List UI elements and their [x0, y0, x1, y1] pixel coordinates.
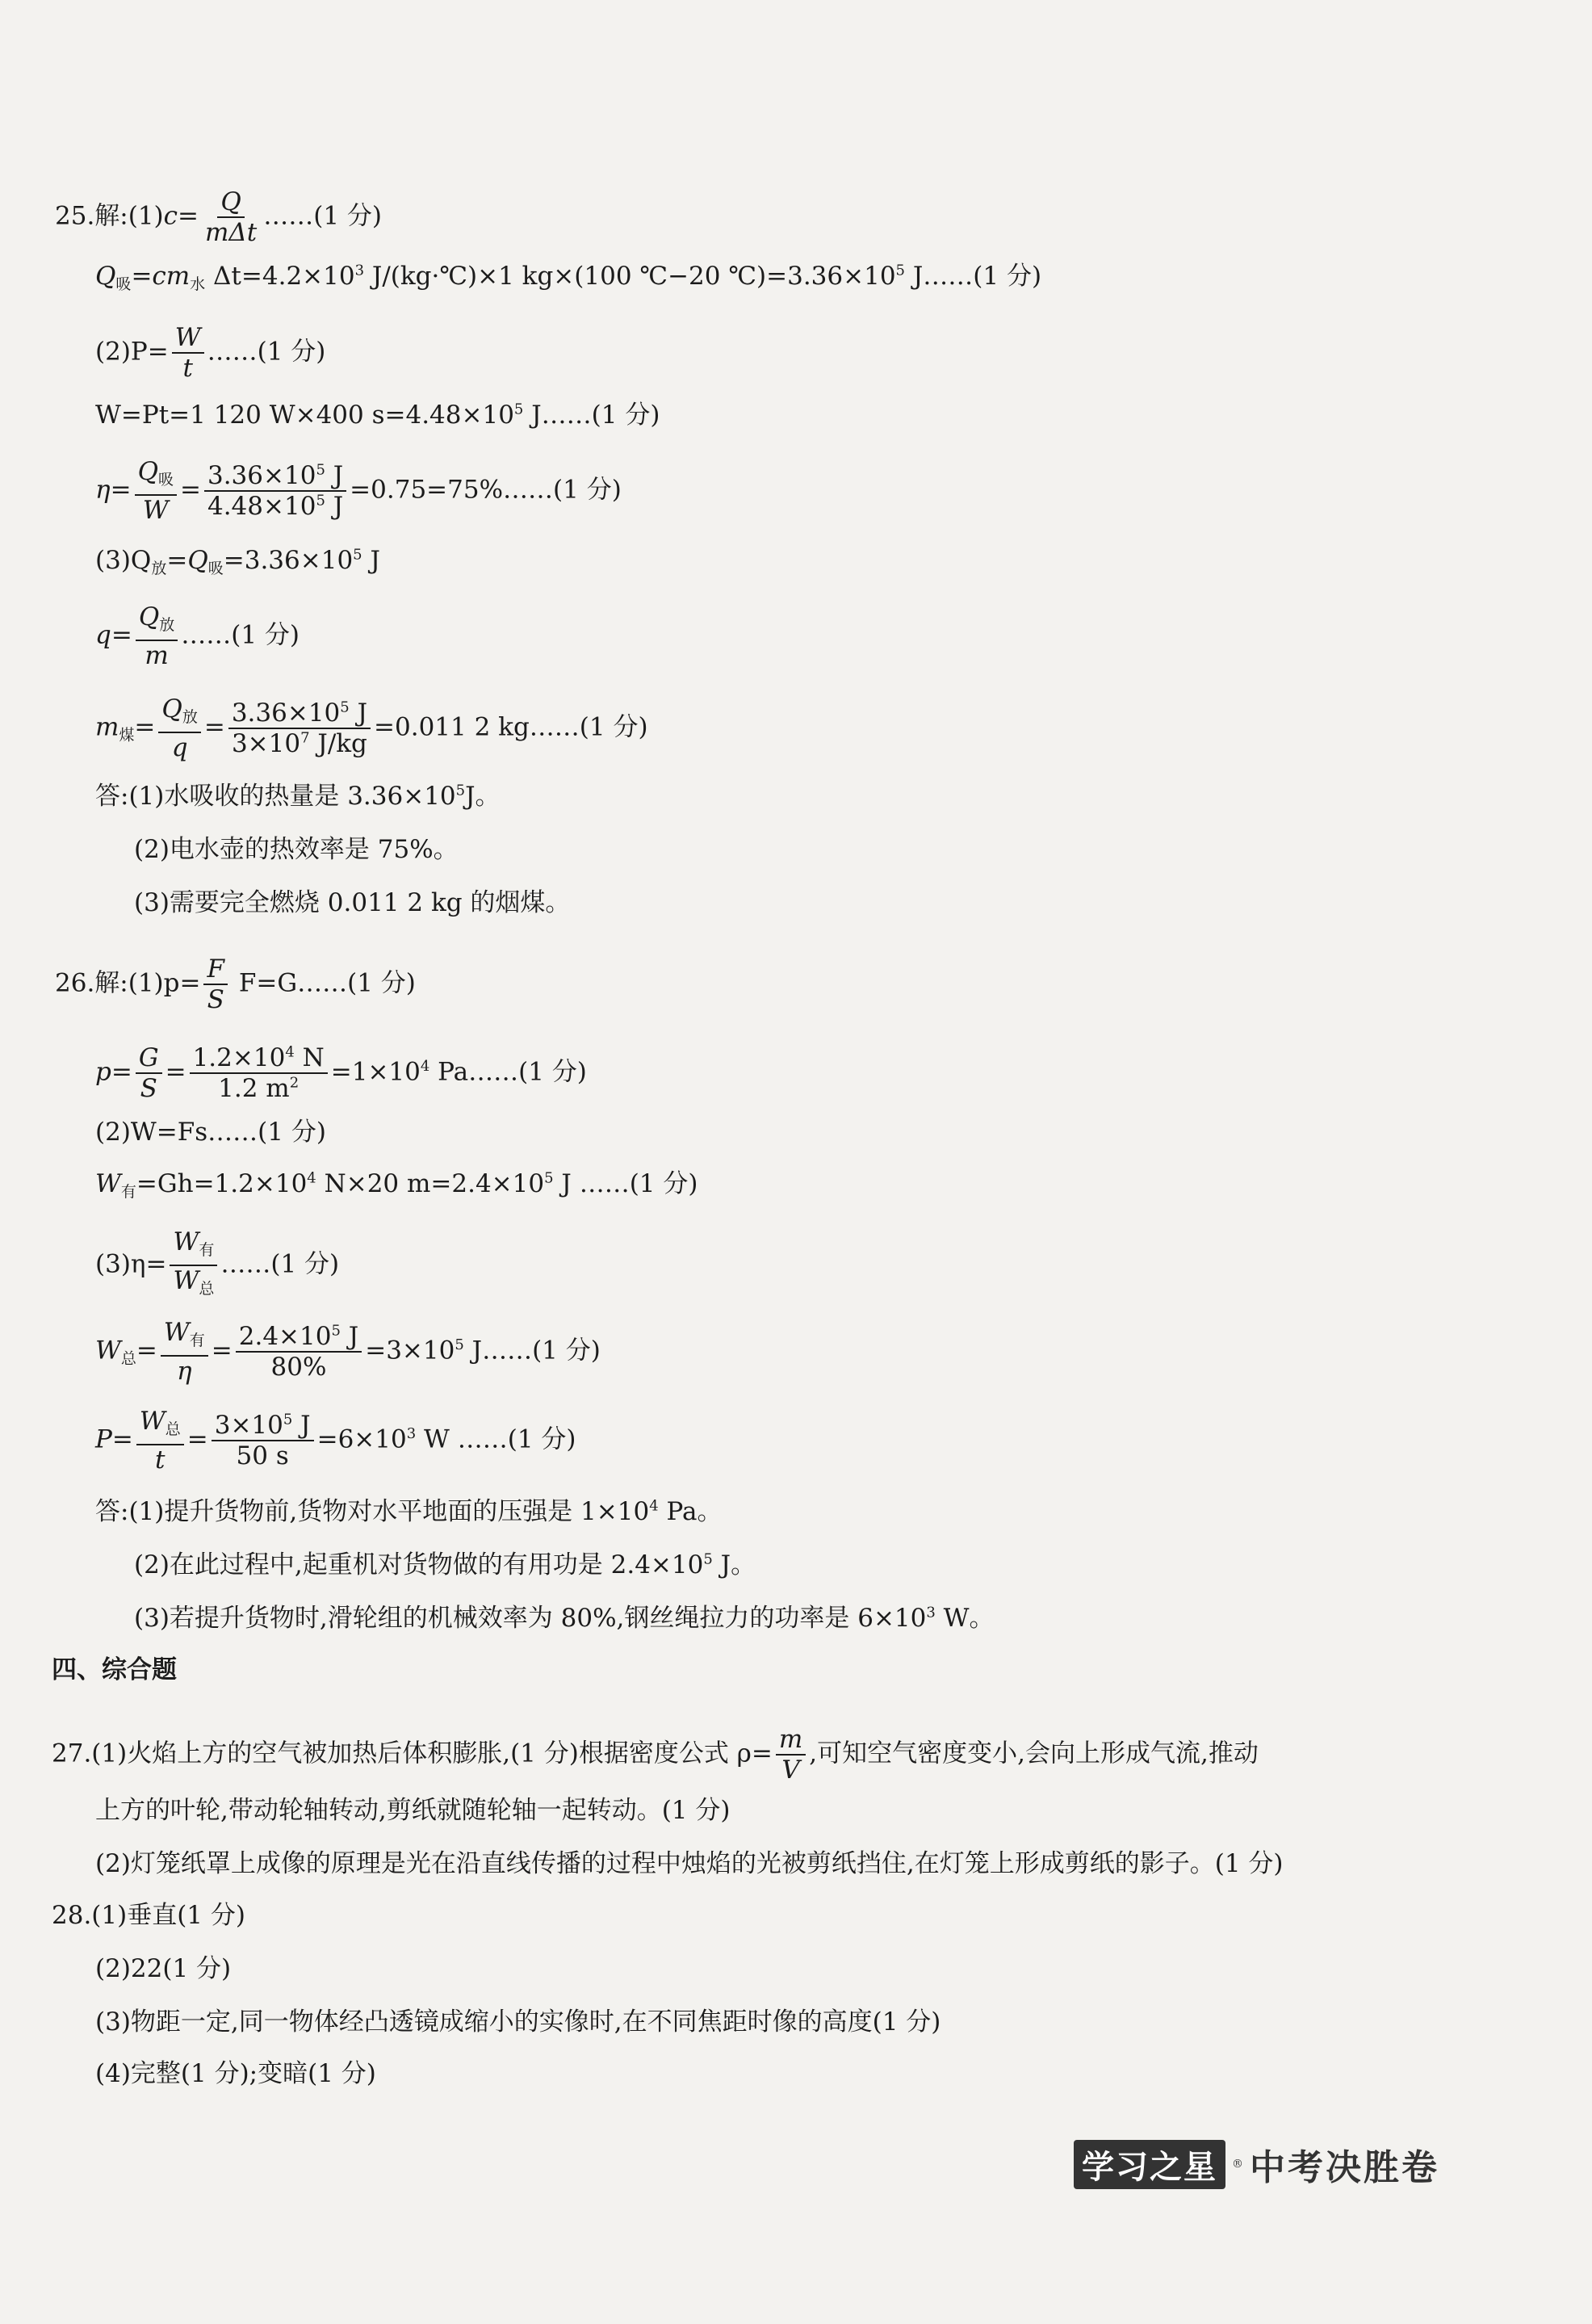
- q26-line7: P= $\frac{W_总}{t}$ = $\frac{3\times 10^5 J}{50 s}$ $=6\times 10^3$ W ……(1 分): [95, 1407, 576, 1475]
- q28-line3: (3)物距一定,同一物体经凸透镜成缩小的实像时,在不同焦距时像的高度(1 分): [95, 2007, 941, 2037]
- q25-line1: 25.解:(1)c= $\frac{Q}{\text{mΔt}}$ ……(1 分): [55, 187, 383, 247]
- q27-line3: (2)灯笼纸罩上成像的原理是光在沿直线传播的过程中烛焰的光被剪纸挡住,在灯笼上形成剪纸的影子。(1 分): [95, 1849, 1284, 1878]
- q26-line6: $W_总=$ $\frac{W_有}{\eta}$ = $\frac{2.4\times 10^5 J}{80\%}$ $=3\times 10^5$ J……(1 分): [95, 1318, 601, 1386]
- q26-line1: 26.解:(1)p= $\frac{F}{S}$ F=G……(1 分): [55, 954, 416, 1014]
- brand-footer: [1074, 2138, 1439, 2190]
- q26-answer-1: 答:(1)提升货物前,货物对水平地面的压强是 $1\times 10^4$ Pa。: [95, 1497, 723, 1526]
- brand-title: 中考决胜卷: [1250, 2147, 1439, 2188]
- registered-mark: ®: [1232, 2158, 1243, 2171]
- q25-answer-3: (3)需要完全燃烧 0.011 2 kg 的烟煤。: [134, 888, 571, 917]
- q25-answer-2: (2)电水壶的热效率是 75%。: [134, 835, 459, 864]
- q28-line1: 28.(1)垂直(1 分): [52, 1901, 245, 1930]
- section-heading: 四、综合题: [52, 1655, 177, 1684]
- q26-line4: $W_有=Gh=1.2\times 10^4$ N×20 $m=2.4\times 10^5$ J ……(1 分): [95, 1169, 698, 1201]
- q25-line6: $(3)Q_放=Q_吸=3.36\times 10^5$ J: [95, 546, 380, 577]
- q26-line2: p= $\frac{G}{S}$ = $\frac{1.2\times 10^4 N}{1.2 m^2}$ $=1\times 10^4$ Pa……(1 分): [95, 1043, 587, 1103]
- q25-line3: (2)P= $\frac{W}{t}$ ……(1 分): [95, 323, 326, 383]
- q25-line2: $Q_吸=cm_水$ $\Delta t=4.2\times 10^3$ J/(kg·℃)×1 kg×(100 ℃−20 $℃)=3.36\times 10^5$ J……(1 分): [95, 262, 1042, 293]
- q25-line5: η= $\frac{Q_吸}{W}$ = $\frac{3.36\times 10^5 J}{4.48\times 10^5 J}$ =0.75=75%……(1 分): [95, 457, 622, 525]
- q25-line4: W=Pt=1 120 W×400 $s=4.48\times 10^5$ J……(1 分): [95, 401, 660, 430]
- q28-line4: (4)完整(1 分);变暗(1 分): [95, 2059, 376, 2088]
- q27-line1: 27.(1)火焰上方的空气被加热后体积膨胀,(1 分)根据密度公式 ρ= $\frac{m}{V}$ ,可知空气密度变小,会向上形成气流,推动: [52, 1725, 1259, 1785]
- q26-line3: (2)W=Fs……(1 分): [95, 1118, 326, 1147]
- brand-logo: 学习之星: [1074, 2140, 1225, 2189]
- q25-line8: $m_煤=$ $\frac{Q_放}{q}$ = $\frac{3.36\times 10^5 J}{3\times 10^7 J/kg}$ =0.011 2 kg……(1 分): [95, 694, 648, 762]
- q26-line5: (3)η= $\frac{W_有}{W_总}$ ……(1 分): [95, 1227, 340, 1298]
- q26-answer-2: (2)在此过程中,起重机对货物做的有用功是 $2.4\times 10^5$ J。: [134, 1550, 756, 1579]
- q26-answer-3: (3)若提升货物时,滑轮组的机械效率为 80%,钢丝绳拉力的功率是 $6\times 10^3$ W。: [134, 1604, 995, 1633]
- q28-line2: (2)22(1 分): [95, 1954, 232, 1983]
- q27-line2: 上方的叶轮,带动轮轴转动,剪纸就随轮轴一起转动。(1 分): [95, 1796, 731, 1825]
- q25-answer-1: 答:(1)水吸收的热量是 $3.36\times 10^5J$。: [95, 782, 501, 811]
- q25-line7: q= $\frac{Q_放}{m}$ ……(1 分): [95, 602, 300, 670]
